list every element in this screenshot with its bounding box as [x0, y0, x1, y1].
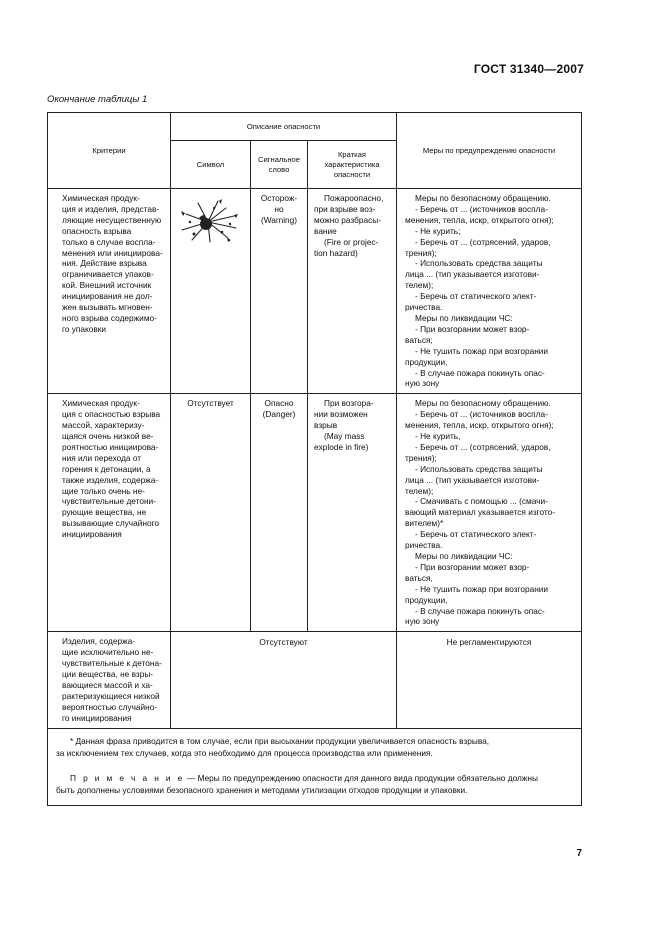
row3-criteria-line: щие исключительно не- [62, 647, 154, 658]
header-symbol-text: Символ [196, 159, 225, 169]
row1-criteria-line: только в случае воспла- [62, 236, 156, 247]
row1-brief-line: при взрыве воз- [314, 203, 376, 214]
row1-criteria-line: ния. Действие взрыва [62, 258, 147, 269]
row2-measures-line: менения, тепла, искр, открытого огня); [405, 420, 554, 431]
row2-brief-line: нии возможен [314, 409, 368, 420]
row2-measures-line: Меры по ликвидации ЧС: [415, 551, 513, 561]
row2-measures-line: ричества. [405, 540, 443, 551]
page-number: 7 [576, 848, 582, 859]
row2-criteria-line: также изделия, содержа- [62, 474, 159, 485]
row2-criteria-line: ция с опасностью взрыва [62, 409, 161, 420]
row2-measures-line: лица ... (тип указывается изготови- [405, 474, 540, 485]
row2-criteria-line: щие только очень не- [62, 485, 145, 496]
row2-criteria-line: Химическая продук- [62, 398, 140, 409]
row2-brief-line: (May mass [324, 431, 365, 442]
row2-measures-line: вающий материал указывается изгото- [405, 507, 555, 518]
row2-measures-line: ную зону [405, 616, 440, 627]
row2-measures-line: телем); [405, 485, 434, 496]
row2-brief-line: При возгора- [324, 398, 374, 409]
row2-criteria-line: вызывающие случайного [62, 518, 160, 529]
row1-brief-line: вание [314, 225, 337, 236]
row1-measures-line: ваться; [405, 334, 433, 345]
header-brief-line: опасности [333, 169, 371, 179]
row1-signal-line: Осторож- [260, 193, 298, 203]
row2-criteria-line: рующие вещества, не [62, 507, 147, 518]
header-measures-text: Меры по предупреждению опасности [422, 145, 556, 155]
row3-criteria-line: вероятностью случайно- [62, 701, 158, 712]
row2-measures-line: Меры по безопасному обращению. [415, 398, 551, 409]
row1-criteria-line: менения или инициирова- [62, 247, 163, 258]
row2-criteria-line: массой, характеризу- [62, 420, 145, 431]
row1-measures-line: - Беречь от ... (источников воспла- [415, 203, 548, 214]
row3-criteria-line: вающиеся массой и ха- [62, 679, 153, 690]
row2-signal [251, 394, 308, 632]
row1-brief-line: можно разбрасы- [314, 214, 381, 225]
row1-brief-line: tion hazard) [314, 247, 358, 258]
row1-criteria-line: опасность взрыва [62, 225, 132, 236]
row1-criteria-line: жен вызывать мгновен- [62, 302, 153, 313]
header-criteria-text: Критерии [92, 145, 126, 155]
note-line [56, 772, 575, 785]
document-code: ГОСТ 31340—2007 [473, 62, 584, 76]
header-symbol [171, 141, 251, 189]
row2-measures-line: - Использовать средства защиты [415, 463, 543, 474]
exploding-bomb-icon [178, 198, 244, 244]
row2-criteria-line: роятностью инициирова- [62, 441, 159, 452]
note-line: быть дополнены условиями безопасного хранения и методами утилизации отходов продукции и упаковки. [56, 785, 468, 796]
table-caption: Окончание таблицы 1 [47, 94, 148, 105]
row1-criteria-line: ляющие несущественную [62, 214, 162, 225]
row2-criteria-line: щаяся очень низкой ве- [62, 431, 154, 442]
row1-criteria-line: ция и изделия, представ- [62, 203, 160, 214]
row1-measures-line: - Беречь от ... (сотрясений, ударов, [415, 236, 551, 247]
row1-criteria-line: ограничивается упаков- [62, 269, 154, 280]
row1-criteria-line: инициирования не дол- [62, 291, 153, 302]
row3-criteria [48, 632, 171, 728]
row1-brief [308, 189, 397, 394]
row1-measures-line: менения, тепла, искр, открытого огня); [405, 214, 554, 225]
row1-criteria [48, 189, 171, 394]
row2-measures-line: - Не курить, [415, 431, 461, 442]
header-signal-line: слово [268, 164, 290, 174]
row3-measures-text: Не регламентируются [446, 637, 532, 648]
row1-brief-line: (Fire or projec- [324, 236, 379, 247]
row1-measures-line: - При возгорании может взор- [415, 323, 530, 334]
row2-measures-line: - В случае пожара покинуть опас- [415, 605, 545, 616]
row2-criteria-line: горения к детонации, а [62, 463, 151, 474]
hazard-table [47, 112, 582, 806]
row1-measures-line: ную зону [405, 378, 440, 389]
row2-symbol [171, 394, 251, 632]
header-criteria [48, 113, 171, 189]
header-brief-line: Краткая [337, 149, 366, 159]
row1-measures-line: ричества. [405, 302, 443, 313]
row1-measures-line: - Не тушить пожар при возгорании [415, 345, 549, 356]
row1-symbol [171, 189, 251, 394]
row2-brief-line: explode in fire) [314, 441, 369, 452]
row2-measures-line: продукции, [405, 594, 448, 605]
row3-criteria-line: ции вещества, не взры- [62, 669, 154, 680]
row2-measures-line: - Не тушить пожар при возгорании [415, 583, 549, 594]
row2-measures-line: трения); [405, 452, 437, 463]
row3-criteria-line: рактеризующиеся низкой [62, 690, 160, 701]
row2-criteria-line: инициирования [62, 529, 122, 540]
row2-measures-line: - Беречь от ... (сотрясений, ударов, [415, 441, 551, 452]
row1-measures-line: - В случае пожара покинуть опас- [415, 367, 545, 378]
row1-signal-line: но [274, 203, 284, 214]
row2-measures-line: - При возгорании может взор- [415, 561, 530, 572]
table-footnotes [48, 728, 582, 805]
row1-measures [397, 189, 582, 394]
row1-measures-line: продукции, [405, 356, 448, 367]
row1-measures-line: Меры по ликвидации ЧС: [415, 312, 513, 323]
row1-measures-line: - Беречь от статического элект- [415, 291, 537, 302]
row2-brief [308, 394, 397, 632]
row2-measures-line: вителем)* [405, 518, 444, 529]
row2-criteria [48, 394, 171, 632]
row1-criteria-line: Химическая продук- [62, 193, 140, 203]
row3-criteria-line: чувствительные к детона- [62, 658, 162, 669]
header-measures [397, 113, 582, 189]
footnote-line: за исключением тех случаев, когда это необходимо для процесса производства или применения. [56, 748, 433, 759]
row1-signal-line: (Warning) [260, 214, 298, 225]
row1-criteria-line: го упаковки [62, 323, 107, 334]
row3-description [171, 632, 397, 728]
row2-measures-line: - Беречь от статического элект- [415, 529, 537, 540]
row2-measures-line: ваться, [405, 572, 433, 583]
row2-measures-line: - Смачивать с помощью ... (смачи- [415, 496, 548, 507]
note-text: — Меры по предупреждению опасности для данного вида продукции обязательно должны [184, 772, 538, 783]
row2-criteria-line: чувствительные детони- [62, 496, 156, 507]
header-signal-line: Сигнальное [258, 154, 300, 164]
row2-signal-line: (Danger) [262, 409, 296, 420]
row1-measures-line: - Не курить; [415, 225, 461, 236]
header-brief-line: характеристика [324, 159, 380, 169]
row1-measures-line: трения); [405, 247, 437, 258]
row1-measures-line: - Использовать средства защиты [415, 258, 543, 269]
row3-description-text: Отсутствуют [259, 637, 308, 648]
row2-brief-line: взрыв [314, 420, 338, 431]
row1-measures-line: лица ... (тип указывается изготови- [405, 269, 540, 280]
row2-signal-line: Опасно [264, 398, 294, 409]
row1-brief-line: Пожароопасно, [324, 193, 384, 203]
row1-signal [251, 189, 308, 394]
row2-measures-line: - Беречь от ... (источников воспла- [415, 409, 548, 420]
row3-criteria-line: го инициирования [62, 712, 132, 723]
row2-measures [397, 394, 582, 632]
row1-criteria-line: кой. Внешний источник [62, 280, 152, 291]
row3-measures [397, 632, 582, 728]
row1-measures-line: Меры по безопасному обращению. [415, 193, 551, 203]
header-brief [308, 141, 397, 189]
row2-symbol-text: Отсутствует [187, 398, 234, 409]
header-description-text: Описание опасности [246, 121, 321, 131]
row2-criteria-line: ния или перехода от [62, 452, 142, 463]
note-label: П р и м е ч а н и е [70, 772, 185, 783]
footnote-line: * Данная фраза приводится в том случае, если при высыхании продукции увеличивается опасность взрыва, [70, 735, 490, 746]
header-description-group [171, 113, 397, 141]
row1-measures-line: телем); [405, 280, 434, 291]
header-signal-word [251, 141, 308, 189]
row1-criteria-line: ного взрыва содержимо- [62, 312, 157, 323]
row3-criteria-line: Изделия, содержа- [62, 636, 136, 647]
